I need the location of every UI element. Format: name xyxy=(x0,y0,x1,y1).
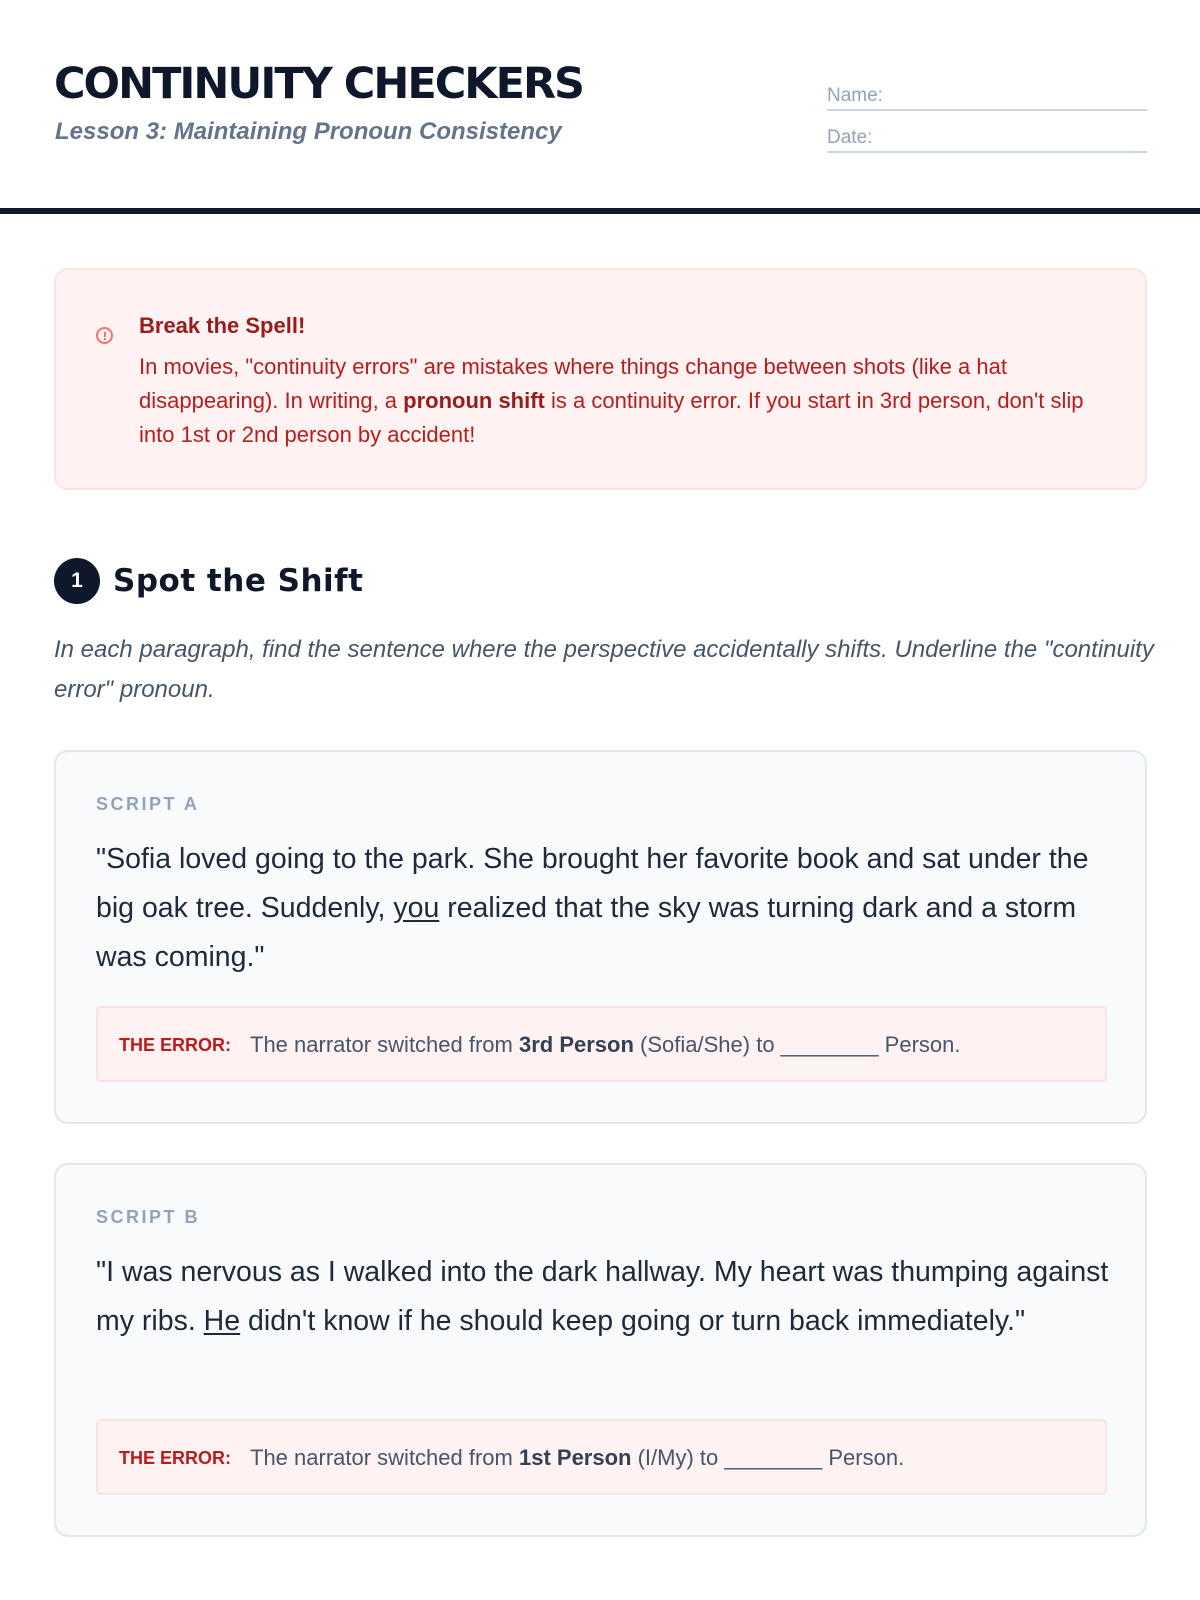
lesson-subtitle: Lesson 3: Maintaining Pronoun Consistency xyxy=(55,118,562,145)
section-title: Spot the Shift xyxy=(113,563,364,599)
section-instructions: In each paragraph, find the sentence where the perspective accidentally shifts. Underline the "continuity error" pronoun. xyxy=(54,636,1154,703)
page-title: CONTINUITY CHECKERS xyxy=(54,59,584,109)
script-paragraph[interactable] xyxy=(96,835,1109,982)
error-person: 3rd Person xyxy=(518,1032,634,1057)
date-field[interactable] xyxy=(827,125,1147,153)
callout-title: Break the Spell! xyxy=(139,313,306,338)
script-label: SCRIPT A xyxy=(96,794,200,814)
error-statement[interactable] xyxy=(250,1029,960,1061)
callout-keyword: pronoun shift xyxy=(403,388,545,413)
error-suffix: (Sofia/She) to ________ Person. xyxy=(633,1032,961,1057)
name-label: Name: xyxy=(827,85,883,106)
worksheet-header xyxy=(0,0,1200,214)
error-statement[interactable] xyxy=(250,1442,904,1474)
error-prefix: The narrator switched from xyxy=(250,1032,519,1057)
paragraph-text-end: didn't know if he should keep going or turn back immediately." xyxy=(240,1305,1026,1337)
error-prefix: The narrator switched from xyxy=(250,1445,519,1470)
script-label: SCRIPT B xyxy=(96,1207,201,1227)
paragraph-text-start: "I was nervous as I walked into the dark hallway. My heart was thumping against my ribs. xyxy=(96,1256,1109,1337)
error-label: THE ERROR: xyxy=(119,1448,231,1468)
callout-body xyxy=(139,350,1114,452)
error-pronoun: He xyxy=(203,1305,241,1337)
error-person: 1st Person xyxy=(518,1445,632,1470)
script-card-a xyxy=(54,750,1147,1124)
error-suffix: (I/My) to ________ Person. xyxy=(631,1445,905,1470)
paragraph-text-end: realized that the sky was turning dark and a storm was coming." xyxy=(96,892,1077,973)
error-pronoun: you xyxy=(393,892,440,924)
date-label: Date: xyxy=(827,127,873,148)
paragraph-text-start: "Sofia loved going to the park. She brought her favorite book and sat under the big oak tree. Suddenly, xyxy=(96,843,1089,924)
name-field[interactable] xyxy=(827,83,1147,111)
script-card-b xyxy=(54,1163,1147,1537)
tip-callout xyxy=(54,268,1147,490)
error-answer-box xyxy=(96,1006,1107,1082)
section-number-badge: 1 xyxy=(54,558,100,604)
alert-circle-icon xyxy=(96,327,113,344)
error-answer-box xyxy=(96,1419,1107,1495)
callout-text-start: In movies, "continuity errors" are mistakes where things change between shots (like a hat disappearing). In writing, a xyxy=(139,354,1007,413)
script-paragraph[interactable] xyxy=(96,1248,1109,1346)
error-label: THE ERROR: xyxy=(119,1035,231,1055)
callout-text-end: is a continuity error. If you start in 3rd person, don't slip into 1st or 2nd person by accident! xyxy=(139,388,1084,447)
